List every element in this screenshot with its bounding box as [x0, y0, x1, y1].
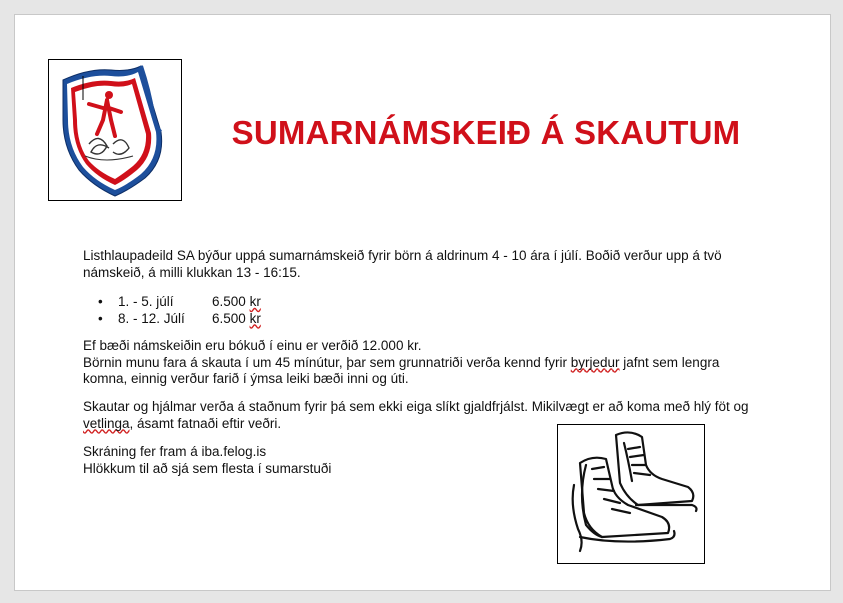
course-price	[212, 294, 261, 311]
bullet-icon: •	[98, 294, 103, 309]
signup-line: Hlökkum til að sjá sem flesta í sumarstuði	[83, 460, 332, 476]
misspelled-word: byrjedur	[570, 354, 620, 370]
course-dates: 8. - 12. Júlí	[118, 310, 185, 326]
list-item	[98, 294, 398, 311]
info-paragraph	[83, 338, 763, 388]
signup-line: Skráning fer fram á iba.felog.is	[83, 444, 267, 459]
intro-line: námskeið, á milli klukkan 13 - 16:15.	[83, 264, 301, 280]
list-item	[98, 311, 398, 328]
price-amount: 6.500	[212, 310, 246, 326]
info-text: jafnt sem lengra	[619, 354, 720, 370]
crest-icon	[49, 60, 181, 200]
course-list	[98, 294, 398, 327]
misspelled-word: vetlinga	[83, 415, 130, 431]
info-text: Börnin munu fara á skauta í um 45 mínútur, þar sem grunnatriði verða kennd fyrir	[83, 354, 571, 370]
skates-image	[557, 424, 705, 564]
price-unit: kr	[249, 294, 261, 309]
info-line: Ef bæði námskeiðin eru bókuð í einu er verðið 12.000 kr.	[83, 338, 422, 353]
price-amount: 6.500	[212, 294, 246, 309]
course-dates: 1. - 5. júlí	[118, 294, 174, 309]
equipment-text: , ásamt fatnaði eftir veðri.	[129, 415, 282, 431]
ice-skates-icon	[558, 425, 704, 563]
bullet-icon: •	[98, 310, 103, 326]
price-unit: kr	[249, 310, 261, 326]
page-title: SUMARNÁMSKEIÐ Á SKAUTUM	[231, 114, 741, 151]
info-line: komna, einnig verður farið í ýmsa leiki bæði inni og úti.	[83, 371, 409, 386]
club-logo	[48, 59, 182, 201]
equipment-line: Skautar og hjálmar verða á staðnum fyrir þá sem ekki eiga slíkt gjaldfrjálst. Mikilvægt er að koma með hlý föt og	[83, 399, 749, 414]
intro-paragraph	[83, 248, 763, 281]
info-line	[83, 355, 763, 372]
course-price	[212, 311, 261, 328]
intro-line: Listhlaupadeild SA býður uppá sumarnámskeið fyrir börn á aldrinum 4 - 10 ára í júlí. Boðið verður upp á tvö	[83, 248, 722, 263]
